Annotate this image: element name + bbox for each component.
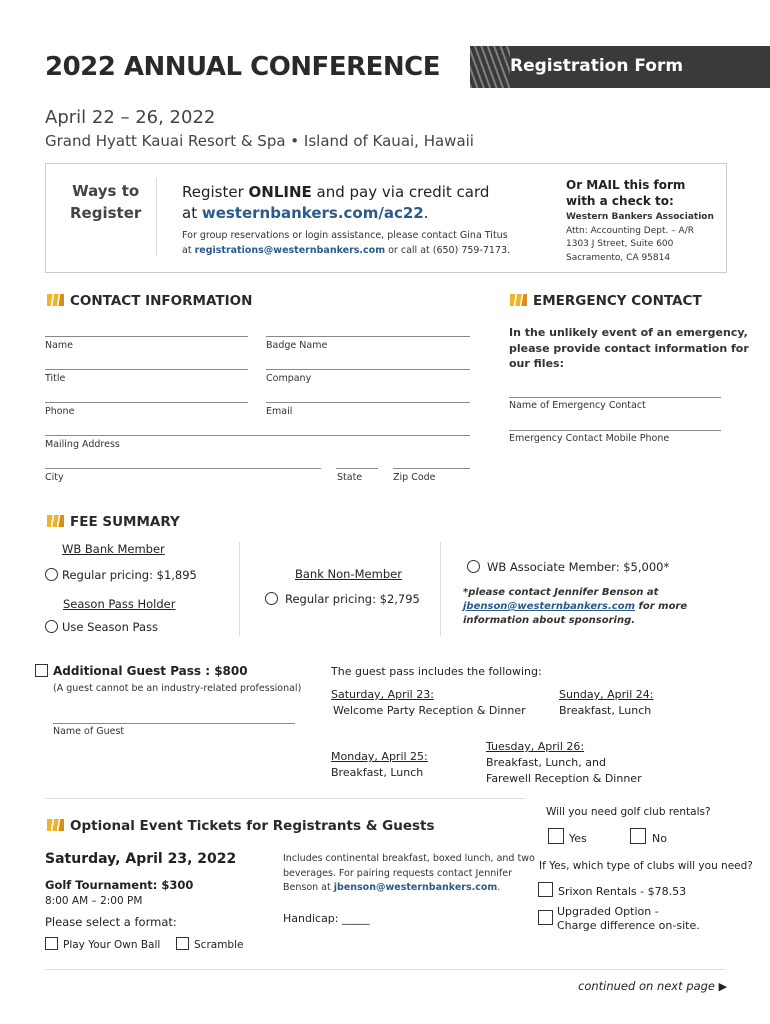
guest-sun-date: Sunday, April 24: — [559, 688, 654, 701]
radio-icon[interactable] — [265, 592, 278, 605]
emergency-name-input[interactable] — [509, 397, 721, 398]
yes-label: Yes — [569, 832, 587, 845]
section-flag-icon — [47, 294, 64, 306]
online-bold: ONLINE — [248, 183, 312, 201]
checkbox-icon[interactable] — [548, 828, 564, 844]
guest-mon-date: Monday, April 25: — [331, 750, 428, 763]
ways-title — [70, 180, 141, 224]
includes-1: Includes continental breakfast, boxed lunch, and two — [283, 853, 535, 864]
non-member-label: Bank Non-Member — [295, 567, 402, 581]
divider — [45, 798, 525, 799]
wb-member-label: WB Bank Member — [62, 542, 165, 556]
guest-note: (A guest cannot be an industry-related professional) — [53, 683, 302, 694]
badge-name-input[interactable] — [266, 336, 470, 337]
group-at: at — [182, 245, 195, 256]
emergency-name-label: Name of Emergency Contact — [509, 400, 646, 411]
guest-mon-event: Breakfast, Lunch — [331, 766, 424, 779]
optional-events-heading — [47, 818, 435, 834]
checkbox-icon[interactable] — [630, 828, 646, 844]
srixon-label: Srixon Rentals - $78.53 — [558, 885, 687, 898]
email-input[interactable] — [266, 402, 470, 403]
mailing-address-input[interactable] — [45, 435, 470, 436]
ways-to-register-box — [45, 163, 727, 273]
includes-end: . — [497, 882, 501, 893]
assoc-note-3: information about sponsoring. — [463, 615, 636, 626]
radio-icon[interactable] — [45, 568, 58, 581]
mail-suffix: this form — [619, 178, 686, 192]
phone-label: Phone — [45, 406, 75, 417]
registrations-email-link[interactable]: registrations@westernbankers.com — [194, 245, 386, 256]
guest-name-label: Name of Guest — [53, 726, 125, 737]
checkbox-icon[interactable] — [538, 882, 553, 897]
mail-bold: MAIL — [586, 178, 620, 192]
assoc-note-2: for more — [635, 601, 688, 612]
guest-tue-event-2: Farewell Reception & Dinner — [486, 772, 642, 785]
use-season-pass-option[interactable] — [45, 620, 158, 634]
online-at: at — [182, 204, 202, 222]
guest-pass-option[interactable] — [35, 664, 248, 678]
zip-input[interactable] — [393, 468, 470, 469]
upgraded-label-1: Upgraded Option - — [557, 905, 659, 918]
banner-label: Registration Form — [510, 56, 684, 76]
play-own-ball-option[interactable] — [45, 937, 160, 951]
club-type-question: If Yes, which type of clubs will you need? — [539, 860, 753, 872]
mail-prefix: Or — [566, 178, 587, 192]
company-input[interactable] — [266, 369, 470, 370]
assoc-note-1: *please contact Jennifer Benson at — [463, 587, 659, 598]
checkbox-icon[interactable] — [538, 910, 553, 925]
rentals-yes-option[interactable] — [548, 828, 587, 845]
no-label: No — [652, 832, 667, 845]
company-label: Company — [266, 373, 312, 384]
group-suffix: or call at (650) 759-7173. — [385, 245, 511, 256]
title-input[interactable] — [45, 369, 248, 370]
checkbox-icon[interactable] — [35, 664, 48, 677]
upgraded-label-2: Charge difference on-site. — [557, 919, 700, 932]
season-holder-label: Season Pass Holder — [63, 597, 176, 611]
associate-member-option[interactable] — [467, 560, 669, 574]
state-input[interactable] — [336, 468, 378, 469]
group-reservations — [182, 228, 510, 258]
regular-non-label: Regular pricing: $2,795 — [285, 592, 420, 606]
radio-icon[interactable] — [467, 560, 480, 573]
guest-sat-date: Saturday, April 23: — [331, 688, 434, 701]
scramble-label: Scramble — [194, 939, 244, 951]
mailing-address-label: Mailing Address — [45, 439, 120, 450]
city-label: City — [45, 472, 64, 483]
name-label: Name — [45, 340, 74, 351]
state-label: State — [337, 472, 363, 483]
section-flag-icon — [47, 819, 64, 831]
mail-attn: Attn: Accounting Dept. – A/R — [566, 225, 695, 236]
golf-time: 8:00 AM – 2:00 PM — [45, 895, 143, 907]
emergency-intro-2: please provide contact information for — [509, 341, 749, 355]
scramble-option[interactable] — [176, 937, 243, 951]
guest-pass-label: Additional Guest Pass : $800 — [53, 664, 248, 678]
radio-icon[interactable] — [45, 620, 58, 633]
mail-org: Western Bankers Association — [566, 212, 714, 222]
mail-address — [566, 211, 714, 265]
golf-tournament: Golf Tournament: $300 — [45, 878, 194, 892]
emergency-heading-text: EMERGENCY CONTACT — [533, 293, 702, 309]
golf-includes — [283, 852, 535, 896]
play-arrow-icon: ▶ — [718, 980, 728, 993]
guest-sun-event: Breakfast, Lunch — [559, 704, 652, 717]
mail-instructions — [566, 177, 685, 209]
page-title: 2022 ANNUAL CONFERENCE — [45, 52, 440, 82]
online-period: . — [423, 204, 429, 222]
conference-venue: Grand Hyatt Kauai Resort & Spa • Island of Kauai, Hawaii — [45, 132, 474, 150]
zip-label: Zip Code — [393, 472, 436, 483]
continued-note — [578, 979, 727, 993]
checkbox-icon[interactable] — [176, 937, 189, 950]
fee-summary-heading — [47, 514, 180, 530]
divider — [156, 178, 157, 256]
checkbox-icon[interactable] — [45, 937, 58, 950]
emergency-phone-input[interactable] — [509, 430, 721, 431]
emergency-intro — [509, 325, 749, 372]
online-register-link[interactable]: westernbankers.com/ac22 — [201, 204, 424, 222]
guest-includes: The guest pass includes the following: — [331, 665, 542, 678]
section-flag-icon — [510, 294, 527, 306]
guest-name-input[interactable] — [53, 723, 295, 724]
play-own-label: Play Your Own Ball — [63, 939, 161, 951]
ways-title-line1: Ways to — [72, 182, 140, 200]
mail-city: Sacramento, CA 95814 — [566, 252, 671, 263]
optional-day: Saturday, April 23, 2022 — [45, 851, 237, 867]
title-label: Title — [45, 373, 66, 384]
online-prefix: Register — [182, 183, 249, 201]
includes-2: beverages. For pairing requests contact Jennifer — [283, 867, 512, 879]
golf-format-prompt: Please select a format: — [45, 915, 177, 929]
phone-input[interactable] — [45, 402, 248, 403]
includes-3: Benson at — [283, 882, 334, 893]
guest-tue-event-1: Breakfast, Lunch, and — [486, 756, 606, 769]
badge-name-label: Badge Name — [266, 340, 328, 351]
email-label: Email — [266, 406, 293, 417]
conference-date: April 22 – 26, 2022 — [45, 107, 216, 128]
fee-summary-heading-text: FEE SUMMARY — [70, 514, 180, 530]
online-suffix: and pay via credit card — [311, 183, 490, 201]
regular-non-member-option[interactable] — [265, 592, 420, 606]
associate-label: WB Associate Member: $5,000* — [487, 560, 670, 574]
emergency-intro-1: In the unlikely event of an emergency, — [509, 326, 748, 339]
includes-email-link[interactable]: jbenson@westernbankers.com — [333, 882, 498, 893]
contact-heading-text: CONTACT INFORMATION — [70, 293, 253, 309]
register-online — [182, 182, 489, 224]
emergency-heading — [510, 293, 702, 309]
regular-member-label: Regular pricing: $1,895 — [62, 568, 197, 582]
continued-text: continued on next page — [578, 979, 715, 993]
associate-note — [463, 586, 687, 628]
banner-stripes — [470, 46, 510, 88]
regular-member-option[interactable] — [45, 568, 197, 582]
section-flag-icon — [47, 515, 64, 527]
assoc-email-link[interactable]: jbenson@westernbankers.com — [463, 601, 636, 612]
city-input[interactable] — [45, 468, 321, 469]
guest-tue-date: Tuesday, April 26: — [486, 740, 585, 753]
registration-banner — [470, 46, 770, 88]
rentals-question: Will you need golf club rentals? — [546, 806, 711, 818]
optional-heading-text: Optional Event Tickets for Registrants & Guests — [70, 818, 435, 834]
use-season-label: Use Season Pass — [62, 620, 158, 634]
contact-heading — [47, 293, 252, 309]
srixon-option[interactable] — [538, 882, 686, 898]
mail-line2: with a check to: — [566, 194, 674, 208]
mail-street: 1303 J Street, Suite 600 — [566, 239, 674, 249]
guest-sat-event: Welcome Party Reception & Dinner — [333, 704, 526, 717]
rentals-no-option[interactable] — [630, 828, 667, 845]
emergency-intro-3: our files: — [509, 357, 564, 370]
group-line1: For group reservations or login assistance, please contact Gina Titus — [182, 230, 508, 241]
divider — [440, 542, 441, 636]
divider — [45, 969, 725, 970]
ways-title-line2: Register — [70, 204, 142, 222]
name-input[interactable] — [45, 336, 248, 337]
upgraded-option[interactable] — [538, 905, 700, 933]
handicap-field[interactable]: Handicap: _____ — [283, 912, 370, 925]
divider — [239, 542, 240, 636]
emergency-phone-label: Emergency Contact Mobile Phone — [509, 433, 670, 444]
